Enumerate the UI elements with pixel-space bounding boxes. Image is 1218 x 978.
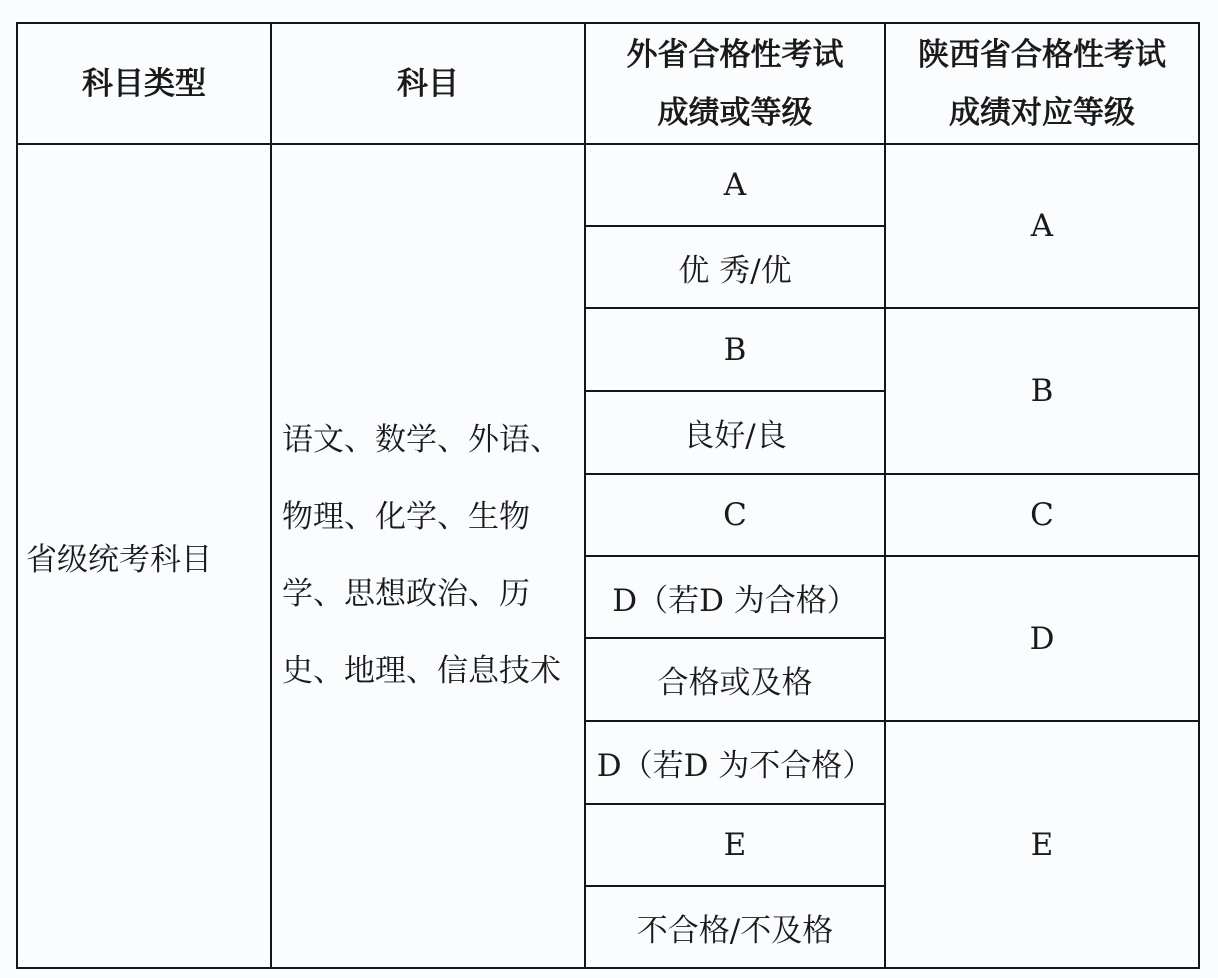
other-grade-cell — [584, 637, 886, 722]
other-grade-cell — [584, 225, 886, 309]
grade-text: D — [1029, 620, 1055, 657]
header-label: 科目类型 — [82, 65, 206, 102]
grade-text: E — [1030, 826, 1054, 863]
subjects-cell — [270, 143, 586, 969]
grade-text: 不合格/不及格 — [636, 912, 834, 949]
other-grade-cell — [584, 390, 886, 475]
header-label: 成绩对应等级 — [949, 94, 1135, 131]
other-grade-cell — [584, 803, 886, 887]
shaanxi-grade-cell — [884, 555, 1200, 722]
header-subject — [270, 22, 586, 145]
header-label: 外省合格性考试 — [626, 36, 844, 73]
grade-text: C — [723, 497, 747, 533]
grade-text: 合格或及格 — [657, 665, 813, 701]
grade-text: B — [723, 331, 747, 368]
other-grade-cell — [584, 720, 886, 805]
category-text: 省级统考科目 — [26, 541, 212, 578]
other-grade-cell — [584, 473, 886, 557]
grade-text: A — [1030, 208, 1054, 244]
header-label: 成绩或等级 — [657, 94, 813, 131]
other-grade-cell — [584, 885, 886, 969]
header-label: 陕西省合格性考试 — [918, 36, 1166, 73]
header-other-province-grade — [584, 22, 886, 145]
grade-text: 良好/良 — [683, 418, 787, 454]
other-grade-cell — [584, 555, 886, 639]
grade-text: 优 秀/优 — [678, 252, 792, 289]
header-subject-type — [16, 22, 272, 145]
shaanxi-grade-cell — [884, 473, 1200, 557]
grade-text: E — [723, 827, 747, 863]
header-label: 科目 — [397, 65, 459, 102]
shaanxi-grade-cell — [884, 720, 1200, 969]
grade-text: B — [1030, 373, 1054, 409]
subject-category-cell — [16, 143, 272, 969]
grade-text: D（若D 为合格） — [612, 582, 858, 619]
other-grade-cell — [584, 143, 886, 227]
header-shaanxi-grade — [884, 22, 1200, 145]
grade-text: C — [1030, 497, 1054, 533]
grade-text: A — [723, 167, 747, 203]
shaanxi-grade-cell — [884, 143, 1200, 309]
subjects-text: 语文、数学、外语、物理、化学、生物学、思想政治、历史、地理、信息技术 — [282, 422, 561, 689]
grade-text: D（若D 为不合格） — [596, 748, 874, 784]
other-grade-cell — [584, 307, 886, 392]
shaanxi-grade-cell — [884, 307, 1200, 475]
